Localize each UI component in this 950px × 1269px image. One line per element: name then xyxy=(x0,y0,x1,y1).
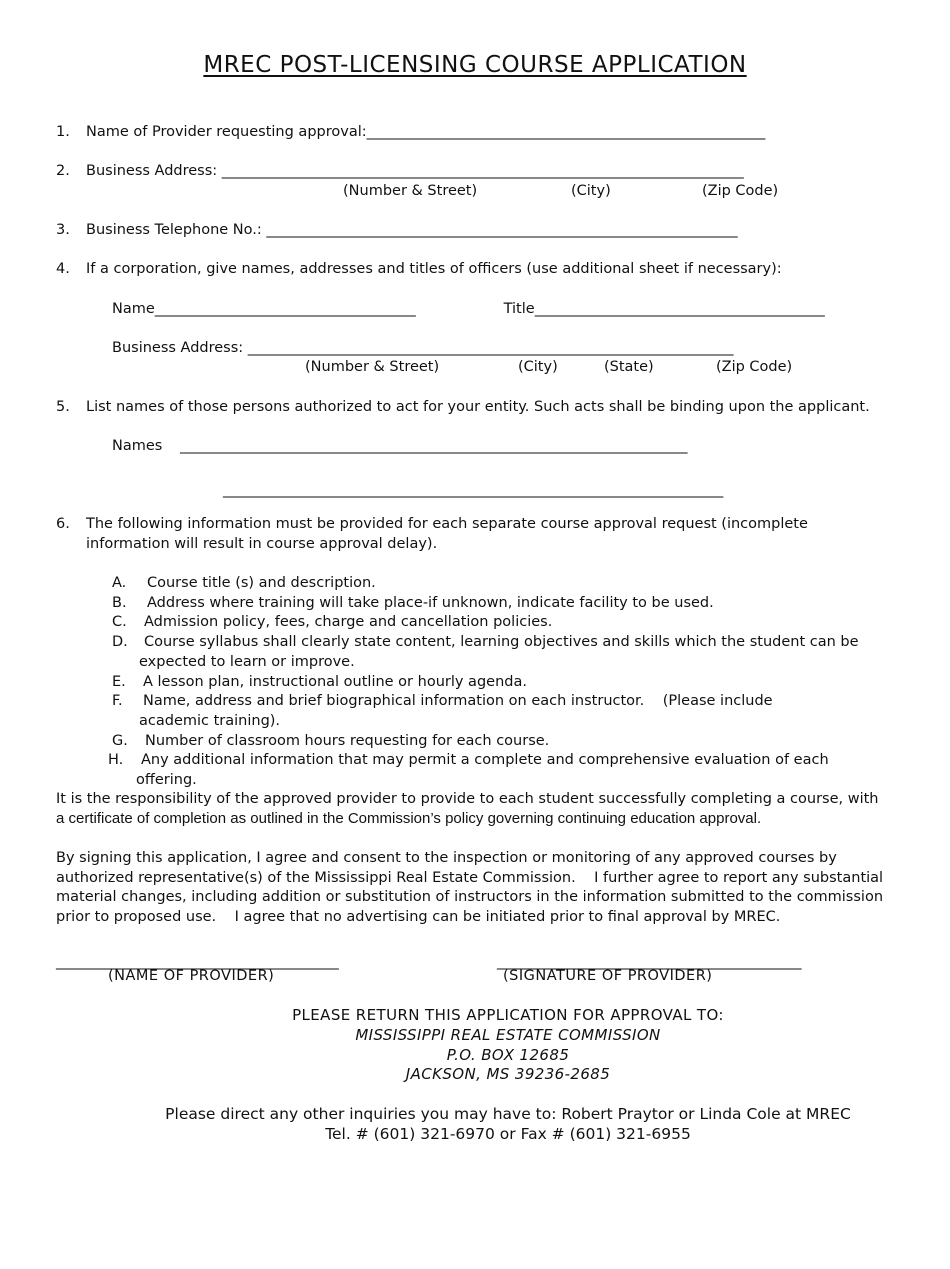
return-org: MISSISSIPPI REAL ESTATE COMMISSION xyxy=(355,1026,661,1044)
responsibility-line-1: It is the responsibility of the approved provider to provide to each student successfully completing a course, with xyxy=(56,791,879,807)
list-item: Course title (s) and description. xyxy=(147,575,376,591)
list-letter: G. xyxy=(112,733,128,749)
names-field-line-2[interactable]: _____________________________________________________________________ xyxy=(223,482,724,498)
provider-name-signature-line[interactable]: _______________________________________ xyxy=(56,954,339,970)
consent-line-2: authorized representative(s) of the Mississippi Real Estate Commission. I further agree to report any substantial xyxy=(56,870,884,886)
list-letter: H. xyxy=(108,752,124,768)
list-item: Address where training will take place-if unknown, indicate facility to be used. xyxy=(147,595,714,611)
list-item: A lesson plan, instructional outline or hourly agenda. xyxy=(143,674,527,690)
field-label: Title xyxy=(499,301,535,317)
sub-label-zip: (Zip Code) xyxy=(702,183,779,199)
field-line: ________________________________________ xyxy=(534,301,825,317)
consent-line-1: By signing this application, I agree and consent to the inspection or monitoring of any approved courses by xyxy=(56,850,837,866)
list-letter: D. xyxy=(112,634,128,650)
list-letter: F. xyxy=(112,693,123,709)
list-item: Number of classroom hours requesting for each course. xyxy=(145,733,550,749)
page-title: MREC POST-LICENSING COURSE APPLICATION xyxy=(203,52,747,78)
item-number: 4. xyxy=(56,261,70,277)
requirements-intro-line-2: information will result in course approval delay). xyxy=(86,536,438,552)
provider-signature-line[interactable]: __________________________________________ xyxy=(497,954,802,970)
responsibility-line-2: a certificate of completion as outlined in the Commission’s policy governing continuing education approval. xyxy=(56,810,762,827)
item-number: 5. xyxy=(56,399,70,415)
field-label: Business Address: xyxy=(86,163,222,179)
field-label: Business Address: xyxy=(112,340,248,356)
field-line: ____________________________________ xyxy=(154,301,416,317)
business-address-field[interactable] xyxy=(86,162,744,180)
officer-address-field[interactable] xyxy=(112,339,734,357)
list-letter: C. xyxy=(112,614,127,630)
signature-of-provider-label: (SIGNATURE OF PROVIDER) xyxy=(503,968,713,984)
list-item: Admission policy, fees, charge and cancellation policies. xyxy=(144,614,553,630)
list-item: Any additional information that may permit a complete and comprehensive evaluation of each xyxy=(141,752,829,768)
return-city: JACKSON, MS 39236-2685 xyxy=(405,1065,611,1083)
officer-title-field[interactable] xyxy=(499,300,825,318)
list-letter: B. xyxy=(112,595,127,611)
item-number: 6. xyxy=(56,516,70,532)
authorized-persons-instruction: List names of those persons authorized to act for your entity. Such acts shall be binding upon the applicant. xyxy=(86,399,870,415)
list-letter: E. xyxy=(112,674,126,690)
officer-name-field[interactable] xyxy=(112,300,416,318)
return-heading: PLEASE RETURN THIS APPLICATION FOR APPROVAL TO: xyxy=(292,1006,724,1024)
consent-line-3: material changes, including addition or substitution of instructors in the information submitted to the commission xyxy=(56,889,884,905)
business-telephone-field[interactable] xyxy=(86,221,738,239)
field-label: Name xyxy=(112,301,155,317)
field-label: Name of Provider requesting approval: xyxy=(86,124,367,140)
list-item-cont: academic training). xyxy=(139,713,281,729)
list-item: Name, address and brief biographical information on each instructor. (Please include xyxy=(143,693,773,709)
return-po-box: P.O. BOX 12685 xyxy=(446,1046,570,1064)
sub-label-state: (State) xyxy=(604,359,654,375)
sub-label-city: (City) xyxy=(571,183,611,199)
sub-label-zip: (Zip Code) xyxy=(716,359,793,375)
item-number: 1. xyxy=(56,124,70,140)
name-of-provider-label: (NAME OF PROVIDER) xyxy=(108,968,275,984)
item-number: 2. xyxy=(56,163,70,179)
list-letter: A. xyxy=(112,575,127,591)
field-line: ________________________________________________________________________ xyxy=(221,163,744,179)
list-item-cont: expected to learn or improve. xyxy=(139,654,355,670)
field-line: ___________________________________________________________________ xyxy=(247,340,734,356)
list-item-cont: offering. xyxy=(136,772,197,788)
requirements-intro-line-1: The following information must be provided for each separate course approval request (incomplete xyxy=(86,516,808,532)
contact-line-1: Please direct any other inquiries you may have to: Robert Praytor or Linda Cole at MREC xyxy=(165,1105,851,1123)
field-line: _________________________________________________________________ xyxy=(266,222,738,238)
names-field-line-1[interactable]: ______________________________________________________________________ xyxy=(180,438,688,454)
field-label: Business Telephone No.: xyxy=(86,222,267,238)
officers-instruction: If a corporation, give names, addresses and titles of officers (use additional sheet if necessary): xyxy=(86,261,782,277)
field-line: _______________________________________________________ xyxy=(366,124,766,140)
provider-name-field[interactable] xyxy=(86,123,765,141)
sub-label-street: (Number & Street) xyxy=(343,183,478,199)
sub-label-street: (Number & Street) xyxy=(305,359,440,375)
consent-line-4: prior to proposed use. I agree that no advertising can be initiated prior to final approval by MREC. xyxy=(56,909,781,925)
item-number: 3. xyxy=(56,222,70,238)
sub-label-city: (City) xyxy=(518,359,558,375)
contact-line-2: Tel. # (601) 321-6970 or Fax # (601) 321-6955 xyxy=(325,1125,691,1143)
list-item: Course syllabus shall clearly state content, learning objectives and skills which the student can be xyxy=(144,634,859,650)
names-label: Names xyxy=(112,438,163,454)
